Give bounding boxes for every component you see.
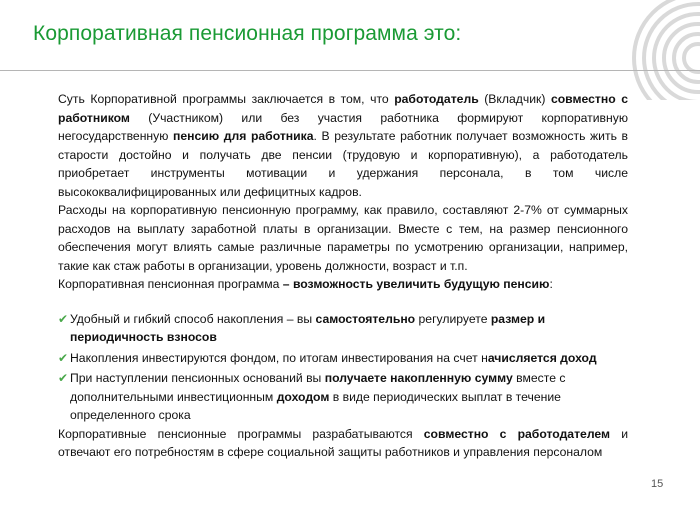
text: Корпоративные пенсионные программы разрабатываются [58,426,424,441]
text: Корпоративная пенсионная программа [58,277,283,291]
paragraph-opportunity [58,275,628,294]
bullet-item [58,310,628,347]
bullet-text [70,349,628,368]
bullet-item [58,369,628,425]
text: (Вкладчик) [478,92,551,106]
checkmark-icon: ✔ [58,350,69,365]
bold-text: совместно с работником [58,92,628,125]
decorative-concentric-arcs [580,0,700,100]
paragraph-essence [58,90,628,201]
page-number: 15 [651,478,664,490]
slide-title: Корпоративная пенсионная программа это: [33,22,462,45]
text: Накопления инвестируются фондом, по итогам инвестирования на счет н [70,350,488,365]
text: . В результате работник получает возможность жить в старости достойно и получать две пенсии (трудовую и корпоративную), а работодатель приобретает инструменты мотивации и удержания персонала, в том числе высококвалифицированных или дефицитных кадров. [58,129,628,199]
bold-text: совместно с работодателем [423,426,611,441]
bold-text: ачисляется доход [487,350,597,365]
paragraph-development [58,425,628,462]
bold-text: – возможность увеличить будущую пенсию [282,277,550,291]
bold-text: получаете накопленную сумму [324,371,513,385]
text: : [549,277,553,291]
bullet-text [70,369,628,425]
text: Удобный и гибкий способ накопления – вы [70,311,316,326]
slide-content [58,90,628,462]
bullet-item [58,349,628,368]
text: и отвечают его потребностям в сфере социальной защиты работников и управления персоналом [58,426,629,459]
text: регулируете [415,311,491,326]
checkmark-icon: ✔ [58,371,69,385]
text: При наступлении пенсионных оснований вы [70,371,325,385]
bold-text: работодатель [394,92,479,106]
text: (Участником) или без участия работника формируют корпоративную негосударственную [58,110,628,143]
spacer [58,294,628,308]
paragraph-expenses: Расходы на корпоративную пенсионную программу, как правило, составляют 2-7% от суммарных расходов на выплату заработной платы в организации. Вместе с тем, на размер пенсионного обеспечения могут влиять самые различные параметры по усмотрению организации, например, такие как стаж работы в организации, уровень должности, возраст и т.п. [58,203,628,273]
bold-text: пенсию для работника [173,129,314,143]
bold-text: размер и периодичность взносов [70,311,546,344]
text: вместе с дополнительными инвестиционным [70,371,566,404]
text: в виде периодических выплат в течение определенного срока [70,389,561,422]
bullet-text [70,310,628,347]
bold-text: самостоятельно [315,311,416,326]
checkmark-icon: ✔ [58,311,69,326]
title-divider [0,70,700,71]
text: Суть Корпоративной программы заключается в том, что [58,92,395,106]
bold-text: доходом [276,389,330,404]
